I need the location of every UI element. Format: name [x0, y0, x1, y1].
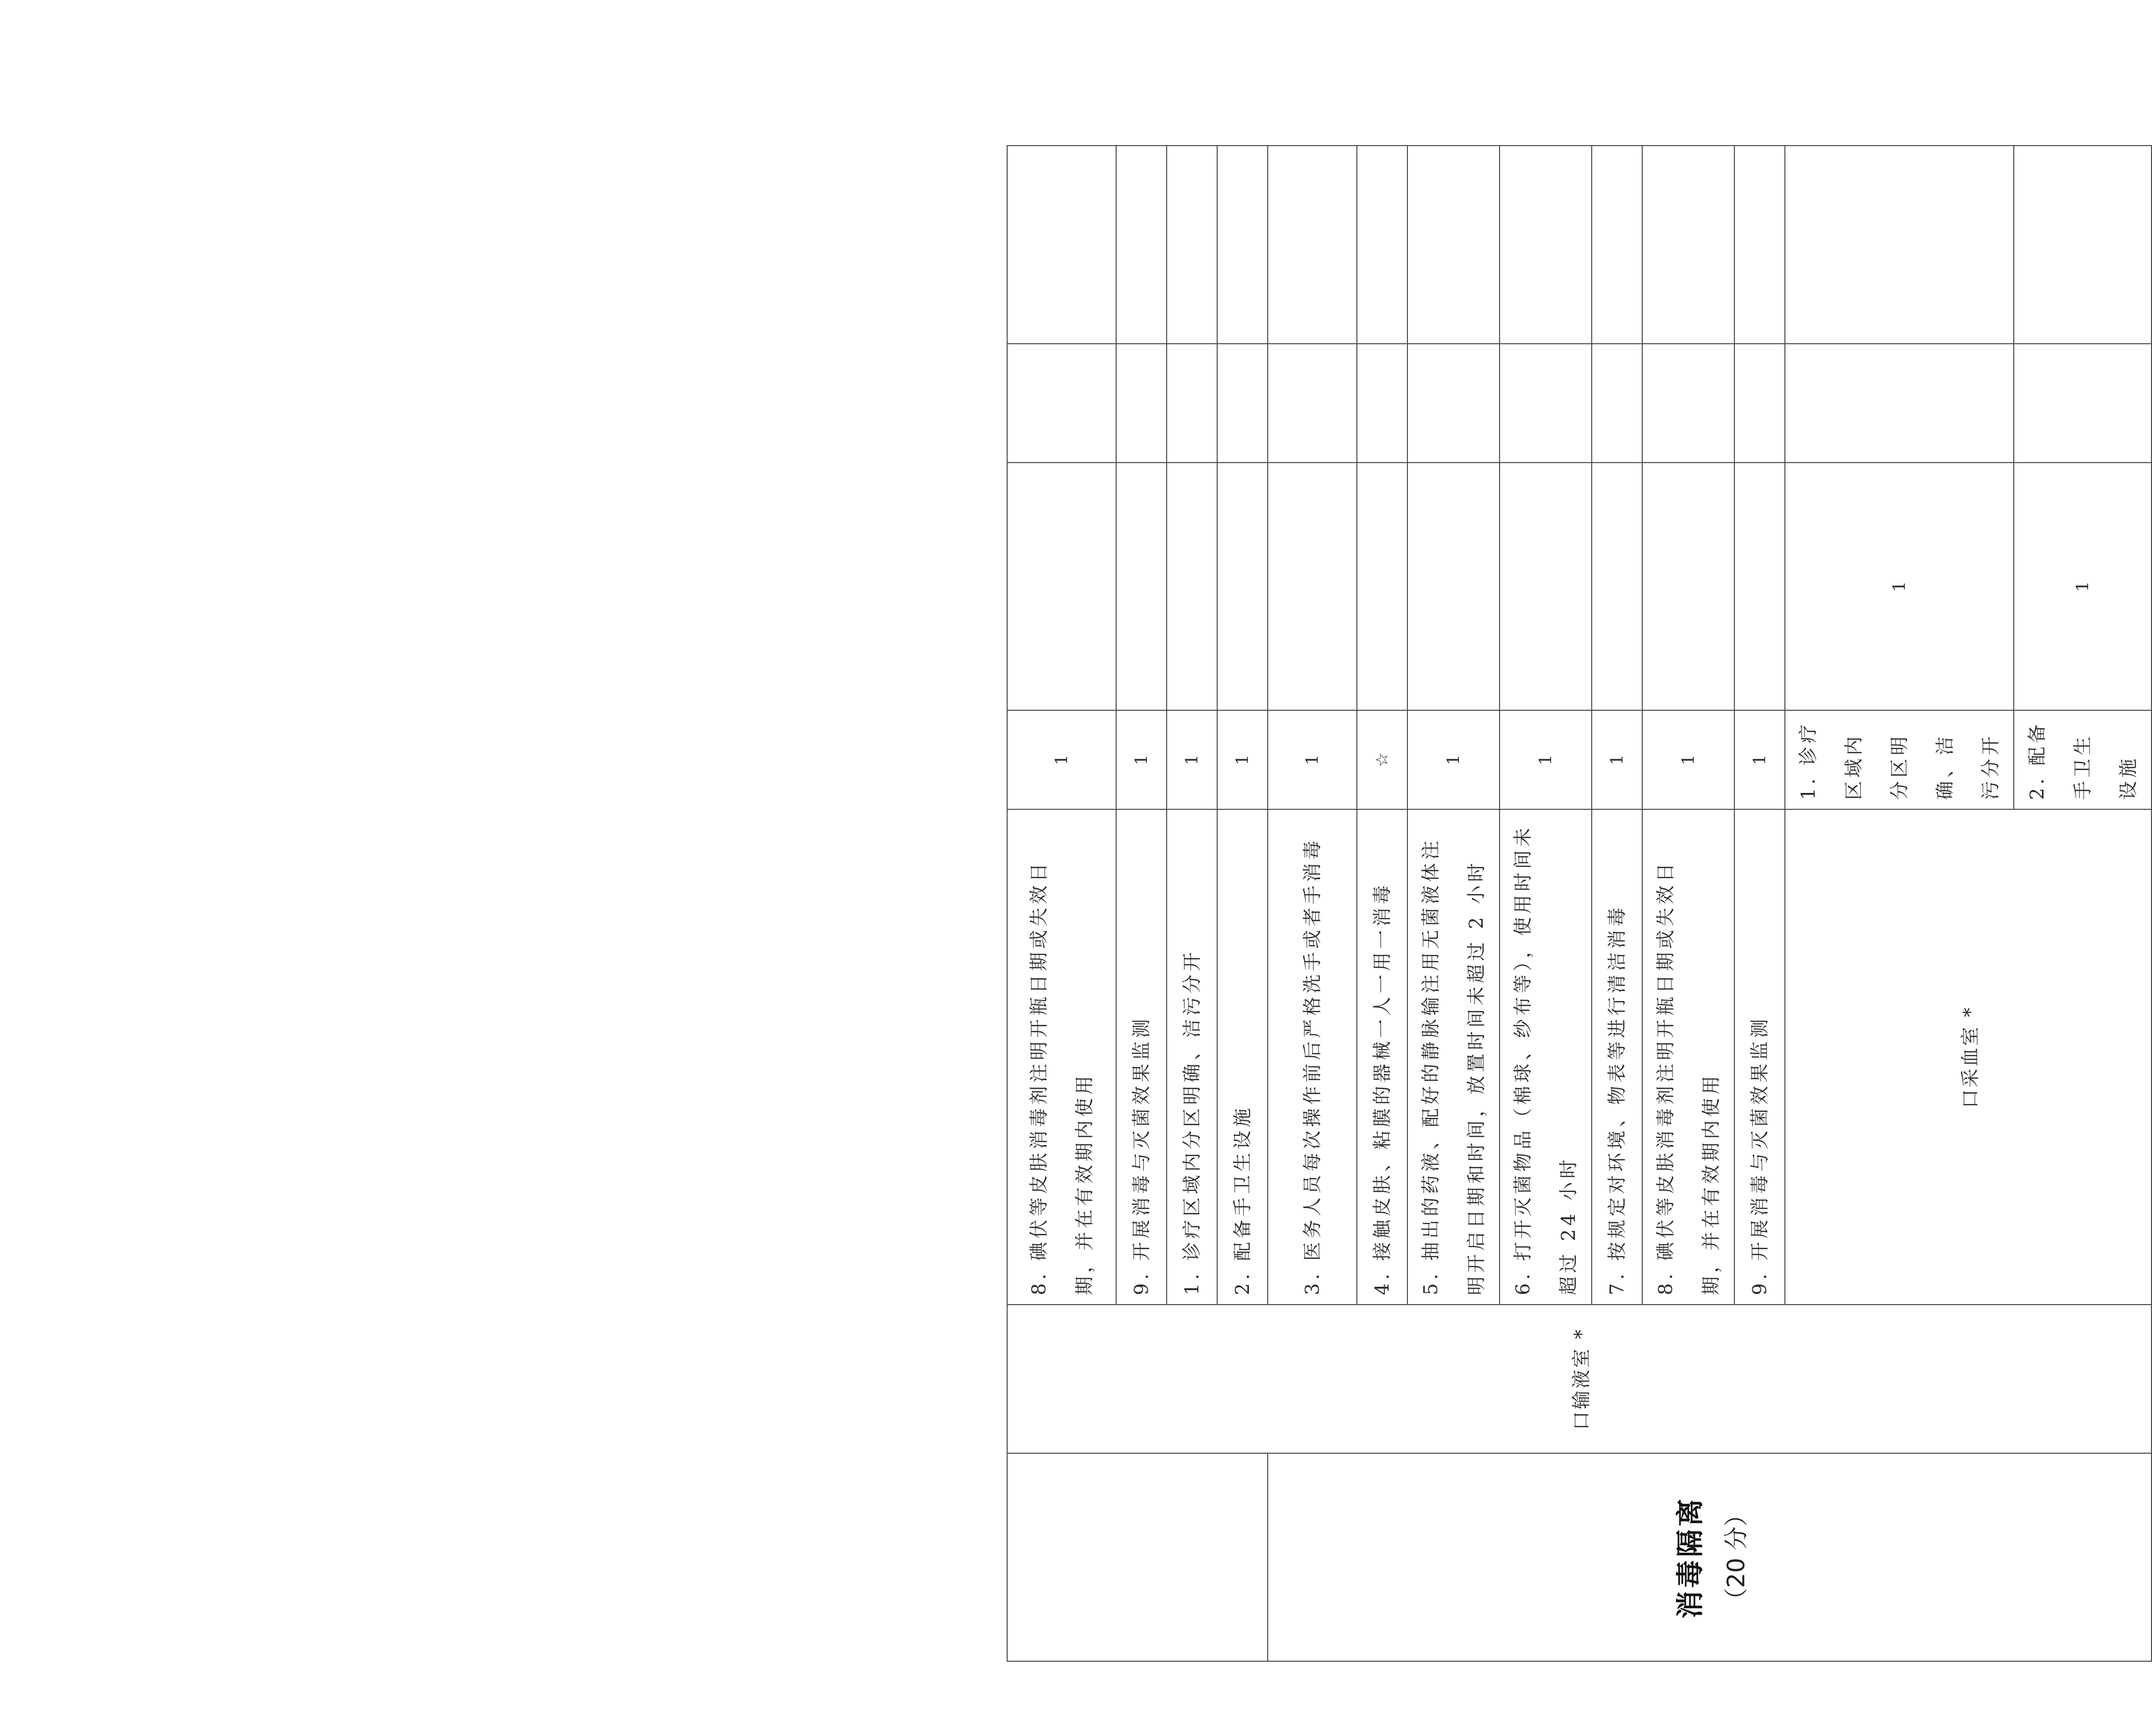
blank-cell	[1167, 463, 1217, 710]
item-score: 1	[1217, 710, 1268, 809]
section-score: （20 分）	[1722, 1502, 1750, 1612]
blank-cell	[1167, 146, 1217, 344]
subsection-cell-infusion	[1007, 1305, 2152, 1453]
table-row	[1007, 146, 1116, 1661]
item-text: 1. 诊疗区域内分区明确、洁污分开	[1785, 710, 2014, 809]
item-text: 7. 按规定对环境、物表等进行清洁消毒	[1592, 809, 1642, 1305]
item-text: 6. 打开灭菌物品（棉球、纱布等），使用时间未超过 24 小时	[1500, 809, 1592, 1305]
item-text: 5. 抽出的药液、配好的静脉输注用无菌液体注明开启日期和时间，放置时间未超过 2 小时	[1407, 809, 1500, 1305]
blank-cell	[1167, 344, 1217, 463]
blank-cell	[1785, 146, 2014, 344]
rotated-table-frame	[1007, 146, 2139, 1662]
subsection-label: 口采血室 *	[1959, 1005, 1981, 1108]
blank-cell	[1642, 463, 1734, 710]
blank-cell	[1500, 463, 1592, 710]
item-score: 1	[1592, 710, 1642, 809]
item-text: 2. 配备手卫生设施	[1217, 809, 1268, 1305]
subsection-label: 口输液室 *	[1570, 1327, 1592, 1430]
item-score: 1	[1500, 710, 1592, 809]
blank-cell	[1217, 344, 1268, 463]
blank-cell	[1642, 146, 1734, 344]
inspection-table	[1007, 145, 2152, 1662]
blank-cell	[1592, 463, 1642, 710]
item-score: 1	[1007, 710, 1116, 809]
item-score: 1	[1116, 710, 1167, 809]
blank-cell	[1734, 463, 1785, 710]
blank-cell	[1500, 344, 1592, 463]
item-score: 1	[1734, 710, 1785, 809]
blank-cell	[1592, 146, 1642, 344]
blank-cell	[1734, 344, 1785, 463]
blank-cell	[1357, 146, 1407, 344]
blank-cell	[1007, 344, 1116, 463]
section-title: 消毒隔离	[1674, 1496, 1707, 1619]
item-score: 1	[2014, 463, 2152, 710]
blank-cell	[1592, 344, 1642, 463]
item-score: 1	[1407, 710, 1500, 809]
item-text: 8. 碘伏等皮肤消毒剂注明开瓶日期或失效日期，并在有效期内使用	[1642, 809, 1734, 1305]
blank-cell	[1785, 344, 2014, 463]
blank-cell	[1407, 463, 1500, 710]
item-text: 3. 医务人员每次操作前后严格洗手或者手消毒	[1268, 809, 1357, 1305]
item-score: 1	[1642, 710, 1734, 809]
item-score: 1	[1785, 463, 2014, 710]
blank-cell	[2014, 146, 2152, 344]
blank-cell	[1217, 146, 1268, 344]
blank-cell	[2014, 344, 2152, 463]
blank-cell	[1007, 463, 1116, 710]
item-text: 8. 碘伏等皮肤消毒剂注明开瓶日期或失效日期，并在有效期内使用	[1007, 809, 1116, 1305]
item-text: 9. 开展消毒与灭菌效果监测	[1116, 809, 1167, 1305]
item-text: 2. 配备手卫生设施	[2014, 710, 2152, 809]
blank-cell	[1734, 146, 1785, 344]
blank-cell	[1407, 344, 1500, 463]
section-cell	[1268, 1453, 2152, 1661]
blank-cell	[1357, 463, 1407, 710]
blank-cell	[1116, 344, 1167, 463]
blank-cell	[1642, 344, 1734, 463]
section-cell-empty	[1007, 1453, 1268, 1661]
blank-cell	[1116, 146, 1167, 344]
subsection-cell-blood	[1785, 809, 2152, 1305]
item-score: 1	[1167, 710, 1217, 809]
blank-cell	[1268, 463, 1357, 710]
blank-cell	[1268, 146, 1357, 344]
blank-cell	[1268, 344, 1357, 463]
item-text: 1. 诊疗区域内分区明确、洁污分开	[1167, 809, 1217, 1305]
blank-cell	[1116, 463, 1167, 710]
blank-cell	[1217, 463, 1268, 710]
item-text: 4. 接触皮肤、粘膜的器械一人一用一消毒	[1357, 809, 1407, 1305]
blank-cell	[1007, 146, 1116, 344]
blank-cell	[1500, 146, 1592, 344]
blank-cell	[1407, 146, 1500, 344]
blank-cell	[1357, 344, 1407, 463]
item-score: 1	[1268, 710, 1357, 809]
item-text: 9. 开展消毒与灭菌效果监测	[1734, 809, 1785, 1305]
item-score: ☆	[1357, 710, 1407, 809]
